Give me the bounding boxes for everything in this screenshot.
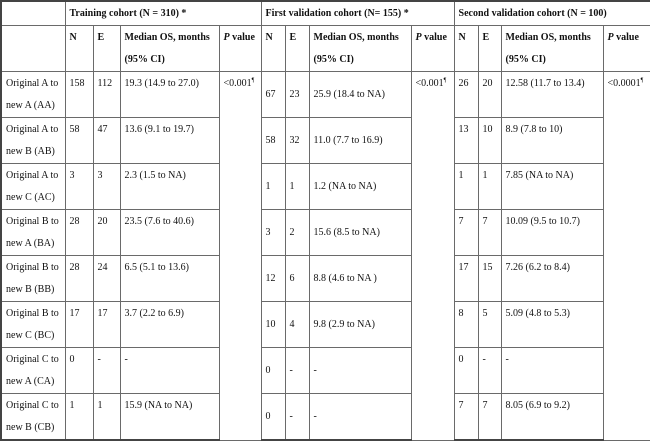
row-label: Original B to new B (BB)	[1, 256, 65, 302]
cell-median: 8.8 (4.6 to NA )	[309, 256, 411, 302]
cell-median: 23.5 (7.6 to 40.6)	[120, 210, 219, 256]
cell-median: 15.9 (NA to NA)	[120, 394, 219, 441]
col-n: N	[65, 26, 93, 72]
cell-median: 7.26 (6.2 to 8.4)	[501, 256, 603, 302]
cell-e: 4	[285, 302, 309, 348]
cell-n: 13	[454, 118, 478, 164]
cell-e: 1	[93, 394, 120, 441]
cell-e: 7	[478, 394, 501, 441]
cell-e: 112	[93, 72, 120, 118]
cell-e: 3	[93, 164, 120, 210]
first-validation-cohort-header: First validation cohort (N= 155) *	[261, 1, 454, 26]
cell-e: 1	[478, 164, 501, 210]
cell-median: -	[309, 348, 411, 394]
cell-e: 23	[285, 72, 309, 118]
cell-n: 3	[261, 210, 285, 256]
cell-e: 24	[93, 256, 120, 302]
cell-e: 32	[285, 118, 309, 164]
cell-n: 26	[454, 72, 478, 118]
cell-median: 9.8 (2.9 to NA)	[309, 302, 411, 348]
col-median-os: Median OS, months (95% CI)	[120, 26, 219, 72]
cell-median: 6.5 (5.1 to 13.6)	[120, 256, 219, 302]
cell-n: 3	[65, 164, 93, 210]
cell-median: 2.3 (1.5 to NA)	[120, 164, 219, 210]
table-row	[1, 256, 650, 302]
col-n: N	[454, 26, 478, 72]
cell-e: 20	[93, 210, 120, 256]
cell-median: -	[309, 394, 411, 441]
training-p-value: <0.001¶	[219, 72, 261, 441]
cell-n: 17	[454, 256, 478, 302]
cell-median: -	[501, 348, 603, 394]
cell-e: 7	[478, 210, 501, 256]
cell-median: 5.09 (4.8 to 5.3)	[501, 302, 603, 348]
cell-n: 58	[65, 118, 93, 164]
row-label-header	[1, 26, 65, 72]
cell-median: 1.2 (NA to NA)	[309, 164, 411, 210]
col-n: N	[261, 26, 285, 72]
cell-e: 15	[478, 256, 501, 302]
cell-n: 0	[261, 394, 285, 441]
cell-e: 2	[285, 210, 309, 256]
cell-e: -	[478, 348, 501, 394]
row-label: Original A to new A (AA)	[1, 72, 65, 118]
table-row	[1, 348, 650, 394]
cell-e: 6	[285, 256, 309, 302]
table-row	[1, 164, 650, 210]
row-label: Original B to new C (BC)	[1, 302, 65, 348]
cell-median: 3.7 (2.2 to 6.9)	[120, 302, 219, 348]
cell-median: 8.9 (7.8 to 10)	[501, 118, 603, 164]
cell-median: 10.09 (9.5 to 10.7)	[501, 210, 603, 256]
col-p-value: P value	[603, 26, 650, 72]
table-row	[1, 394, 650, 441]
cell-median: 25.9 (18.4 to NA)	[309, 72, 411, 118]
col-e: E	[285, 26, 309, 72]
cell-e: 5	[478, 302, 501, 348]
row-label: Original A to new C (AC)	[1, 164, 65, 210]
cell-e: 1	[285, 164, 309, 210]
cell-median: 7.85 (NA to NA)	[501, 164, 603, 210]
cell-median: 13.6 (9.1 to 19.7)	[120, 118, 219, 164]
row-label: Original C to new B (CB)	[1, 394, 65, 441]
cell-n: 12	[261, 256, 285, 302]
cell-median: 15.6 (8.5 to NA)	[309, 210, 411, 256]
cell-e: 20	[478, 72, 501, 118]
col-p-value: P value	[219, 26, 261, 72]
cell-n: 58	[261, 118, 285, 164]
row-label: Original C to new A (CA)	[1, 348, 65, 394]
cell-n: 0	[261, 348, 285, 394]
table-row	[1, 72, 650, 118]
cell-n: 0	[454, 348, 478, 394]
corner-cell	[1, 1, 65, 26]
cell-n: 28	[65, 210, 93, 256]
cell-median: 8.05 (6.9 to 9.2)	[501, 394, 603, 441]
cell-e: -	[285, 348, 309, 394]
cell-n: 28	[65, 256, 93, 302]
table-row	[1, 302, 650, 348]
col-p-value: P value	[411, 26, 454, 72]
cell-e: -	[285, 394, 309, 441]
table-row	[1, 118, 650, 164]
first-validation-p-value: <0.001¶	[411, 72, 454, 441]
second-validation-cohort-header: Second validation cohort (N = 100)	[454, 1, 650, 26]
cell-e: 17	[93, 302, 120, 348]
row-label: Original A to new B (AB)	[1, 118, 65, 164]
cell-n: 7	[454, 394, 478, 441]
cell-e: 47	[93, 118, 120, 164]
table-row	[1, 210, 650, 256]
cell-median: 19.3 (14.9 to 27.0)	[120, 72, 219, 118]
cell-n: 0	[65, 348, 93, 394]
cell-n: 67	[261, 72, 285, 118]
cell-n: 17	[65, 302, 93, 348]
cell-n: 158	[65, 72, 93, 118]
training-cohort-header: Training cohort (N = 310) *	[65, 1, 261, 26]
row-label: Original B to new A (BA)	[1, 210, 65, 256]
cell-median: 11.0 (7.7 to 16.9)	[309, 118, 411, 164]
cell-n: 10	[261, 302, 285, 348]
col-median-os: Median OS, months (95% CI)	[501, 26, 603, 72]
col-e: E	[93, 26, 120, 72]
col-e: E	[478, 26, 501, 72]
cell-median: -	[120, 348, 219, 394]
cell-n: 1	[65, 394, 93, 441]
cell-n: 1	[454, 164, 478, 210]
col-median-os: Median OS, months (95% CI)	[309, 26, 411, 72]
column-header-row	[1, 26, 650, 72]
cohort-header-row	[1, 1, 650, 26]
cell-e: -	[93, 348, 120, 394]
cell-median: 12.58 (11.7 to 13.4)	[501, 72, 603, 118]
cell-n: 8	[454, 302, 478, 348]
cell-n: 1	[261, 164, 285, 210]
cell-n: 7	[454, 210, 478, 256]
second-validation-p-value: <0.0001¶	[603, 72, 650, 441]
cell-e: 10	[478, 118, 501, 164]
